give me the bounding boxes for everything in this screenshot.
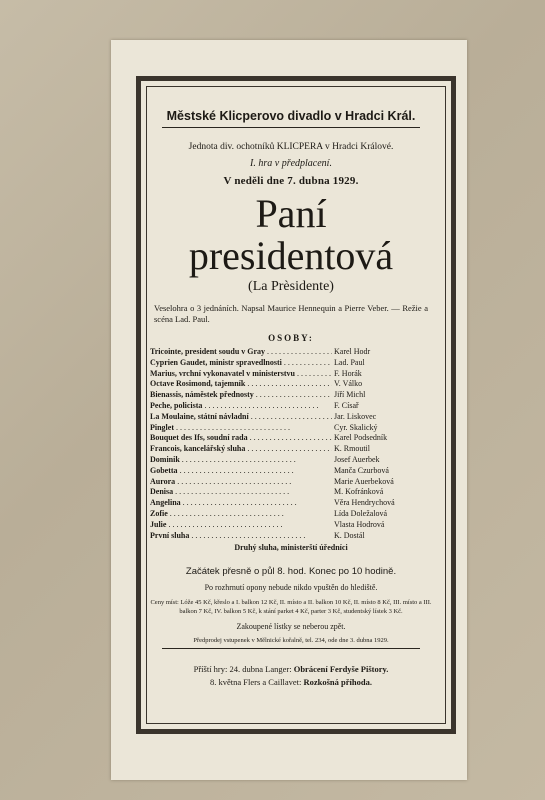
cast-row (150, 466, 432, 477)
ticket-prices: Ceny míst: Lóže 45 Kč, křeslo a I. balkon 12 Kč, II. místo a II. balkon 10 Kč, II. místo 8 Kč, III. místo a III. balkon 7 Kč, IV. balkon 5 Kč, k stání parket 4 Kč, parter 3 Kč, studentský lístek 3 Kč. (150, 599, 432, 616)
cast-role: Peche, policista . . . (150, 401, 332, 412)
cast-actor: Manča Czurbová (334, 465, 389, 475)
cast-role: Octave Rosimond, tajemník . . . (150, 379, 332, 390)
presale-note: Předprodej vstupenek v Mělnické kořalně, tel. 234, ode dne 3. dubna 1929. (193, 637, 389, 645)
cast-role: Francois, kancelářský sluha . . . (150, 444, 332, 455)
next-show (150, 676, 432, 689)
cast-heading: OSOBY: (268, 333, 314, 343)
cast-actor: Jiří Michl (334, 390, 366, 400)
extra-cast: Druhý sluha, ministerští úředníci (234, 543, 348, 553)
cast-actor: K. Rmoutil (334, 444, 371, 454)
cast-actor: Lad. Paul (334, 357, 365, 367)
poster-content (150, 95, 432, 689)
cast-actor: Cyr. Skalický (334, 422, 378, 432)
cast-role: La Moulaine, státní návladní . . . (150, 412, 332, 423)
cast-actor: Josef Auerbek (334, 454, 380, 464)
next-show-prefix: Příští hry: 24. dubna Langer: (193, 664, 292, 675)
cast-role: Dominik . . . (150, 455, 332, 466)
cast-row (150, 358, 432, 369)
cast-actor: Lída Doležalová (334, 508, 388, 518)
cast-role: Tricointe, president soudu v Gray . . . (150, 347, 332, 358)
next-show (150, 663, 432, 676)
cast-actor: F. Horák (334, 368, 362, 378)
cast-row (150, 401, 432, 412)
cast-row (150, 455, 432, 466)
cast-row (150, 423, 432, 434)
cast-row (150, 412, 432, 423)
cast-row (150, 390, 432, 401)
cast-role: Marius, vrchní vykonavatel v ministerstvu . . . (150, 369, 332, 380)
cast-row (150, 444, 432, 455)
cast-list (150, 347, 432, 541)
play-title-line1: Paní (255, 191, 327, 236)
cast-row (150, 509, 432, 520)
cast-role: Aurora . . . (150, 477, 332, 488)
cast-actor: Karel Hodr (334, 347, 371, 356)
cast-row (150, 379, 432, 390)
cast-actor: M. Kofránková (334, 487, 384, 497)
club-name: Jednota div. ochotníků KLICPERA v Hradci Králové. (188, 142, 394, 152)
next-shows (150, 663, 432, 689)
cast-role: Denisa . . . (150, 487, 332, 498)
cast-actor: V. Válko (334, 379, 363, 389)
start-time: Začátek přesně o půl 8. hod. Konec po 10 hodině. (185, 566, 397, 578)
cast-role: Pinglet . . . (150, 423, 332, 434)
cast-actor: K. Dostál (334, 530, 365, 540)
cast-row (150, 477, 432, 488)
cast-row (150, 487, 432, 498)
play-title-line2: presidentová (188, 233, 394, 278)
cast-row (150, 498, 432, 509)
next-show-title: Rozkošná příhoda. (303, 677, 372, 688)
cast-actor: Věra Hendrychová (334, 498, 395, 508)
original-title: (La Prèsidente) (248, 279, 334, 294)
cast-actor: Jar. Liskovec (334, 411, 377, 421)
cast-role: Zofie . . . (150, 509, 332, 520)
cast-role: Angelina . . . (150, 498, 332, 509)
cast-role: Gobetta . . . (150, 466, 332, 477)
cast-row (150, 531, 432, 542)
cast-role: Julie . . . (150, 520, 332, 531)
divider (162, 648, 420, 649)
theatre-name: Městské Klicperovo divadlo v Hradci Král. (166, 109, 416, 123)
cast-role: Bouquet des Ifs, soudní rada . . . (150, 433, 332, 444)
divider (162, 127, 420, 128)
entry-note: Po rozhrnutí opony nebude nikdo vpuštěn do hlediště. (204, 583, 378, 593)
cast-row (150, 347, 432, 358)
season-note: I. hra v předplacení. (250, 158, 332, 169)
performance-date: V neděli dne 7. dubna 1929. (223, 175, 359, 187)
next-show-prefix: 8. května Flers a Caillavet: (210, 677, 302, 688)
cast-row (150, 369, 432, 380)
cast-actor: Karel Podsedník (334, 433, 388, 443)
cast-row (150, 520, 432, 531)
cast-role: Bienassis, náměstek přednosty . . . (150, 390, 332, 401)
cast-actor: F. Císař (334, 400, 359, 410)
cast-role: První sluha . . . (150, 531, 332, 542)
no-return-note: Zakoupené lístky se neberou zpět. (236, 622, 346, 632)
next-show-title: Obrácení Ferdyše Pištory. (293, 664, 389, 675)
cast-role: Cyprien Gaudet, ministr spravedlnosti . . . (150, 358, 332, 369)
cast-actor: Marie Auerbeková (334, 476, 394, 486)
play-description: Veselohra o 3 jednáních. Napsal Maurice Hennequin a Pierre Veber. — Režie a scéna Lad. Paul. (154, 303, 428, 324)
cast-actor: Vlasta Hodrová (334, 519, 385, 529)
cast-row (150, 433, 432, 444)
